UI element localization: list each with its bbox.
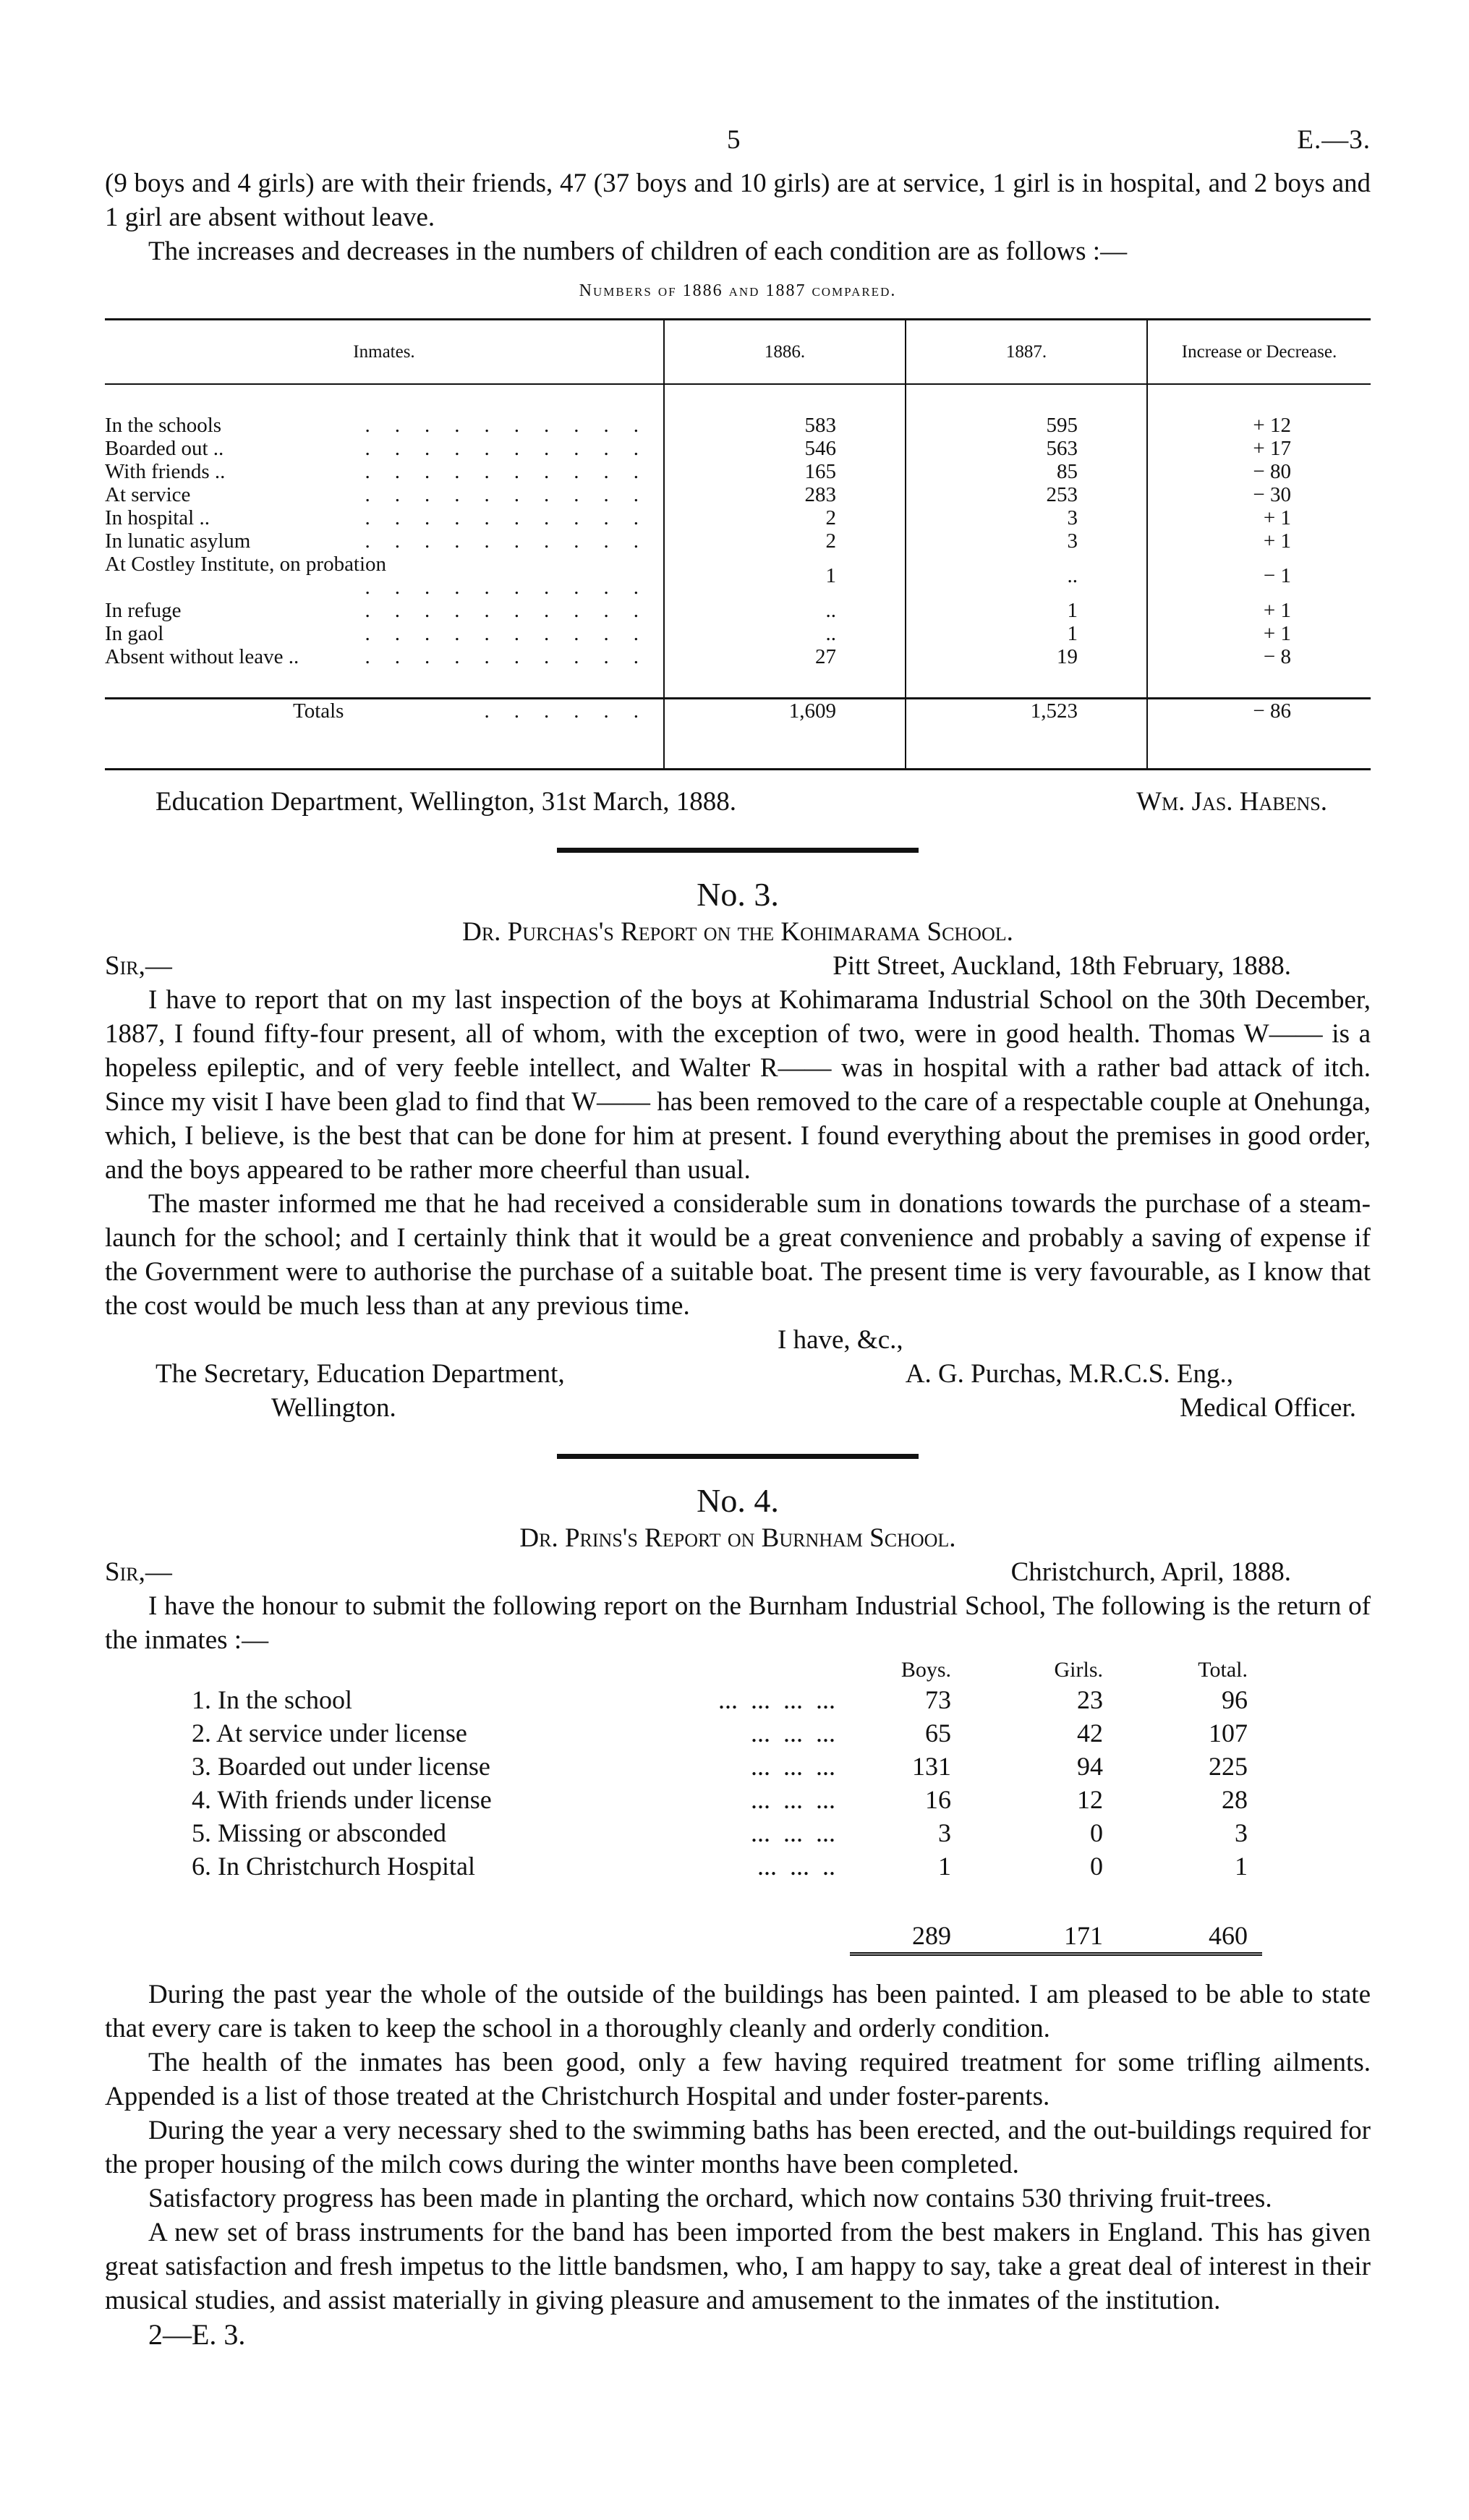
section-number: No. 3. bbox=[697, 876, 779, 913]
intro-paragraph: (9 boys and 4 girls) are with their friends, 47 (37 boys and 10 girls) are at service, 1 girl is in hospital, and 2 boys and 1 girl are absent without leave. bbox=[105, 169, 1371, 232]
column-header: Increase or Decrease. bbox=[1147, 320, 1371, 385]
value-1886: 2 bbox=[664, 529, 906, 553]
value-1886: 2 bbox=[664, 506, 906, 529]
change-value: − 30 bbox=[1147, 483, 1371, 506]
boys-value: 65 bbox=[925, 1719, 951, 1748]
change-value: + 1 bbox=[1147, 622, 1371, 645]
change-value: + 17 bbox=[1147, 437, 1371, 460]
leader-dots: .......... bbox=[365, 483, 663, 506]
column-header: Total. bbox=[1198, 1658, 1248, 1682]
table-row bbox=[105, 506, 1371, 529]
change-value: − 80 bbox=[1147, 460, 1371, 483]
addressee: The Secretary, Education Department, bbox=[156, 1359, 565, 1389]
table-row bbox=[105, 1816, 1371, 1849]
report-paragraph: I have to report that on my last inspection of the boys at Kohimarama Industrial School on the 30th December, 1887, I found fifty-four present, all of whom, with the exception of two, were in good health. Thomas W—— is a hopeless epileptic, and of very feeble intellect, and Walter R—— was in hospital with a rather bad attack of itch. Since my visit I have been glad to find that W—— has been removed to the care of a respectable couple at Onehunga, which, I believe, is the best that can be done for him at present. I found everything about the premises in good order, and the boys appeared to be rather more cheerful than usual. bbox=[105, 985, 1371, 1185]
total-1886: 1,609 bbox=[664, 699, 906, 770]
report-paragraph: The master informed me that he had received a considerable sum in donations towards the purchase of a steam-launch for the school; and I certainly think that it would be a great convenience and probably a saving of expense if the Government were to authorise the purchase of a suitable boat. The present time is very favourable, as I know that the cost would be much less than at any previous time. bbox=[105, 1189, 1371, 1321]
comparison-table bbox=[105, 318, 1371, 770]
table-row bbox=[105, 460, 1371, 483]
leader-dots: ... ... .. bbox=[757, 1852, 835, 1881]
change-value: + 1 bbox=[1147, 506, 1371, 529]
boys-value: 1 bbox=[938, 1852, 951, 1881]
total-girls: 171 bbox=[966, 1919, 1117, 1956]
section-divider bbox=[557, 1454, 919, 1459]
table-row bbox=[105, 1716, 1371, 1750]
row-label: In hospital .. bbox=[105, 506, 210, 529]
department-date: Education Department, Wellington, 31st March, 1888. bbox=[156, 787, 736, 817]
row-label: 1. In the school bbox=[192, 1685, 352, 1714]
value-1887: 3 bbox=[906, 529, 1147, 553]
addressee-city: Wellington. bbox=[271, 1393, 396, 1423]
change-value: + 1 bbox=[1147, 529, 1371, 553]
boys-value: 16 bbox=[925, 1785, 951, 1814]
leader-dots: .......... bbox=[365, 599, 663, 622]
row-label: At service bbox=[105, 483, 191, 506]
leader-dots: ... ... ... ... bbox=[718, 1685, 835, 1714]
girls-value: 42 bbox=[1077, 1719, 1103, 1748]
report-paragraph: I have the honour to submit the following report on the Burnham Industrial School, The following is the return of the inmates :— bbox=[105, 1591, 1371, 1655]
report-paragraph: A new set of brass instruments for the band has been imported from the best makers in England. This has given great satisfaction and fresh impetus to the little bandsmen, who, I am happy to say, take a great deal of interest in their musical studies, and assist materially in giving pleasure and amusement to the inmates of the institution. bbox=[105, 2218, 1371, 2315]
value-1887: 1 bbox=[906, 622, 1147, 645]
table-row bbox=[105, 1683, 1371, 1716]
section-number: No. 4. bbox=[697, 1482, 779, 1519]
value-1886: .. bbox=[664, 622, 906, 645]
document-code: E.—3. bbox=[1297, 125, 1371, 155]
column-header: Boys. bbox=[900, 1658, 951, 1682]
column-header: Inmates. bbox=[105, 320, 664, 385]
table-row bbox=[105, 483, 1371, 506]
table-row bbox=[105, 622, 1371, 645]
section-title: Dr. Purchas's Report on the Kohimarama School. bbox=[462, 917, 1013, 947]
report-paragraph: During the past year the whole of the outside of the buildings has been painted. I am pleased to be able to state that every care is taken to keep the school in a thoroughly cleanly and orderly condition. bbox=[105, 1980, 1371, 2043]
page-header bbox=[105, 123, 1371, 166]
value-1886: 165 bbox=[664, 460, 906, 483]
row-label: 4. With friends under license bbox=[192, 1785, 492, 1814]
leader-dots: .......... bbox=[365, 645, 663, 668]
leader-dots: .......... bbox=[365, 414, 663, 437]
page-number: 5 bbox=[727, 125, 741, 155]
table-caption: Numbers of 1886 and 1887 compared. bbox=[579, 281, 897, 300]
signature-line bbox=[105, 785, 1371, 819]
total-value: 28 bbox=[1222, 1785, 1248, 1814]
signature-mark: 2—E. 3. bbox=[148, 2318, 246, 2351]
row-label: In gaol bbox=[105, 622, 164, 645]
table-row bbox=[105, 1750, 1371, 1783]
report-paragraph: During the year a very necessary shed to the swimming baths has been erected, and the out-buildings required for the proper housing of the milch cows during the winter months have been completed. bbox=[105, 2116, 1371, 2179]
girls-value: 23 bbox=[1077, 1685, 1103, 1714]
total-change: − 86 bbox=[1147, 699, 1371, 770]
section-title: Dr. Prins's Report on Burnham School. bbox=[519, 1523, 956, 1553]
row-label: In refuge bbox=[105, 599, 182, 622]
leader-dots: .......... bbox=[365, 437, 663, 460]
total-1887: 1,523 bbox=[906, 699, 1147, 770]
table-row bbox=[105, 437, 1371, 460]
value-1887: 563 bbox=[906, 437, 1147, 460]
change-value: − 8 bbox=[1147, 645, 1371, 668]
girls-value: 94 bbox=[1077, 1752, 1103, 1781]
row-label: In lunatic asylum bbox=[105, 529, 251, 553]
leader-dots: .......... bbox=[365, 529, 663, 553]
closing: I have, &c., bbox=[778, 1325, 903, 1355]
leader-dots: .......... bbox=[365, 506, 663, 529]
total-value: 107 bbox=[1209, 1719, 1248, 1748]
leader-dots: ... ... ... bbox=[751, 1818, 835, 1847]
report-paragraph: Satisfactory progress has been made in planting the orchard, which now contains 530 thriving fruit-trees. bbox=[148, 2184, 1272, 2213]
table-row bbox=[105, 414, 1371, 437]
row-label: In the schools bbox=[105, 414, 222, 437]
signer-name: Wm. Jas. Habens. bbox=[1136, 787, 1327, 817]
signer-name: A. G. Purchas, M.R.C.S. Eng., bbox=[905, 1359, 1233, 1389]
change-value: − 1 bbox=[1147, 553, 1371, 599]
table-row bbox=[105, 1783, 1371, 1816]
value-1887: 19 bbox=[906, 645, 1147, 668]
row-label: Boarded out .. bbox=[105, 437, 224, 460]
value-1886: 546 bbox=[664, 437, 906, 460]
column-header: Girls. bbox=[1054, 1658, 1103, 1682]
boys-value: 131 bbox=[912, 1752, 951, 1781]
intro-paragraph: The increases and decreases in the numbers of children of each condition are as follows :— bbox=[148, 237, 1128, 266]
leader-dots: .......... bbox=[365, 576, 663, 599]
value-1886: 27 bbox=[664, 645, 906, 668]
value-1887: 85 bbox=[906, 460, 1147, 483]
section-divider bbox=[557, 848, 919, 853]
row-label: Absent without leave .. bbox=[105, 645, 299, 668]
value-1887: 595 bbox=[906, 414, 1147, 437]
girls-value: 12 bbox=[1077, 1785, 1103, 1814]
girls-value: 0 bbox=[1090, 1852, 1103, 1881]
leader-dots: ...... bbox=[484, 699, 663, 723]
table-row bbox=[105, 599, 1371, 622]
value-1887: 3 bbox=[906, 506, 1147, 529]
total-value: 1 bbox=[1235, 1852, 1248, 1881]
table-row bbox=[105, 1849, 1371, 1883]
total-value: 225 bbox=[1209, 1752, 1248, 1781]
row-label: At Costley Institute, on probation bbox=[105, 553, 387, 576]
value-1886: 583 bbox=[664, 414, 906, 437]
total-boys: 289 bbox=[850, 1919, 966, 1956]
change-value: + 12 bbox=[1147, 414, 1371, 437]
document-page bbox=[105, 123, 1371, 2351]
value-1886: .. bbox=[664, 599, 906, 622]
girls-value: 0 bbox=[1090, 1818, 1103, 1847]
leader-dots: ... ... ... bbox=[751, 1719, 835, 1748]
signer-title: Medical Officer. bbox=[1180, 1393, 1356, 1423]
column-header: 1886. bbox=[664, 320, 906, 385]
total-value: 96 bbox=[1222, 1685, 1248, 1714]
table-row bbox=[105, 529, 1371, 553]
leader-dots: .......... bbox=[365, 460, 663, 483]
boys-value: 73 bbox=[925, 1685, 951, 1714]
column-header: 1887. bbox=[906, 320, 1147, 385]
place-date: Pitt Street, Auckland, 18th February, 1888. bbox=[833, 951, 1291, 981]
leader-dots: ... ... ... bbox=[751, 1752, 835, 1781]
inmates-return-table bbox=[105, 1657, 1371, 1956]
row-label: With friends .. bbox=[105, 460, 226, 483]
row-label: 3. Boarded out under license bbox=[192, 1752, 490, 1781]
leader-dots: ... ... ... bbox=[751, 1785, 835, 1814]
totals-row bbox=[105, 699, 1371, 770]
table-row bbox=[105, 645, 1371, 668]
table-row bbox=[105, 553, 1371, 599]
salutation: Sir,— bbox=[105, 1557, 172, 1587]
value-1887: 253 bbox=[906, 483, 1147, 506]
value-1886: 1 bbox=[664, 553, 906, 599]
report-paragraph: The health of the inmates has been good, only a few having required treatment for some trifling ailments. Appended is a list of those treated at the Christchurch Hospital and under foster-parents. bbox=[105, 2048, 1371, 2111]
salutation: Sir,— bbox=[105, 951, 172, 981]
total-all: 460 bbox=[1117, 1919, 1262, 1956]
row-label: 5. Missing or absconded bbox=[192, 1818, 446, 1847]
value-1886: 283 bbox=[664, 483, 906, 506]
place-date: Christchurch, April, 1888. bbox=[1010, 1557, 1291, 1587]
row-label: 6. In Christchurch Hospital bbox=[192, 1852, 475, 1881]
row-label: 2. At service under license bbox=[192, 1719, 467, 1748]
value-1887: .. bbox=[906, 553, 1147, 599]
totals-label: Totals bbox=[293, 699, 344, 723]
value-1887: 1 bbox=[906, 599, 1147, 622]
boys-value: 3 bbox=[938, 1818, 951, 1847]
leader-dots: .......... bbox=[365, 622, 663, 645]
change-value: + 1 bbox=[1147, 599, 1371, 622]
total-value: 3 bbox=[1235, 1818, 1248, 1847]
